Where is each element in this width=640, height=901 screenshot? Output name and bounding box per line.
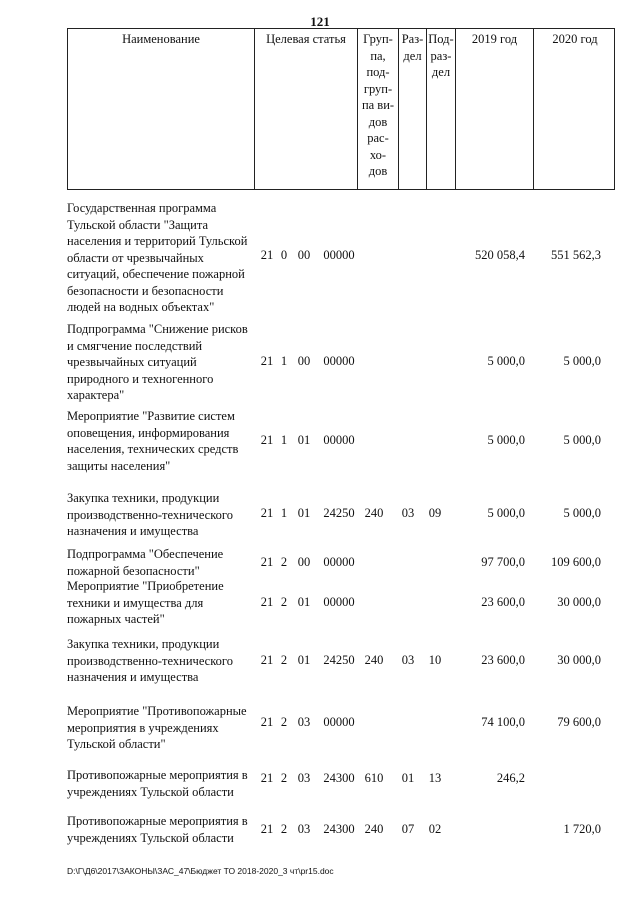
amount-2020: 30 000,0: [557, 653, 601, 667]
subsection-code: 13: [428, 771, 442, 785]
amount-2020: 5 000,0: [563, 433, 601, 447]
row-name: Противопожарные мероприятия в учреждениях Тульской области: [67, 814, 248, 845]
target-direction-code: 00000: [323, 354, 355, 368]
row-name: Государственная программа Тульской области "Защита населения и территорий Тульской области от чрезвычайных ситуаций, обеспечение пожарной безопасности и безопасности людей на водных объектах": [67, 201, 248, 314]
file-path-footer: D:\Г\Д6\2017\ЗАКОНЫ\ЗАС_47\Бюджет ТО 2018-2020_3 чт\pr15.doc: [67, 866, 334, 876]
target-direction-code: 24300: [323, 771, 355, 785]
row-name: Закупка техники, продукции производственно-технического назначения и имущества: [67, 491, 233, 538]
target-subprogram-code: 1: [280, 506, 288, 520]
target-program-code: 21: [260, 506, 274, 520]
expense-group: 240: [364, 653, 384, 667]
target-subprogram-code: 2: [280, 595, 288, 609]
amount-2020: 1 720,0: [563, 822, 601, 836]
target-direction-code: 00000: [323, 248, 355, 262]
section-code: 03: [401, 506, 415, 520]
row-name: Мероприятие "Противопожарные мероприятия в учреждениях Тульской области": [67, 704, 247, 751]
section-code: 01: [401, 771, 415, 785]
amount-2019: 5 000,0: [487, 506, 525, 520]
row-name: Мероприятие "Приобретение техники и имущества для пожарных частей": [67, 579, 224, 626]
amount-2020: 5 000,0: [563, 506, 601, 520]
header-target-article: Целевая статья: [254, 29, 357, 189]
target-subprogram-code: 2: [280, 715, 288, 729]
header-section: Раз- дел: [398, 29, 426, 189]
row-name: Закупка техники, продукции производственно-технического назначения и имущества: [67, 637, 233, 684]
row-name: Подпрограмма "Снижение рисков и смягчение последствий чрезвычайных ситуаций природного и техногенного характера": [67, 322, 248, 402]
target-direction-code: 00000: [323, 555, 355, 569]
target-event-code: 00: [297, 555, 311, 569]
target-program-code: 21: [260, 653, 274, 667]
subsection-code: 10: [428, 653, 442, 667]
target-direction-code: 00000: [323, 433, 355, 447]
header-year-2020: 2020 год: [533, 29, 616, 189]
target-event-code: 01: [297, 506, 311, 520]
table-header: [67, 28, 615, 190]
page-number: 121: [310, 14, 330, 29]
header-year-2019: 2019 год: [455, 29, 533, 189]
amount-2020: 30 000,0: [557, 595, 601, 609]
header-subsection: Под- раз- дел: [426, 29, 455, 189]
target-program-code: 21: [260, 248, 274, 262]
target-subprogram-code: 2: [280, 555, 288, 569]
header-name: Наименование: [122, 32, 200, 46]
amount-2020: 109 600,0: [551, 555, 601, 569]
amount-2020: 551 562,3: [551, 248, 601, 262]
target-event-code: 01: [297, 653, 311, 667]
target-program-code: 21: [260, 771, 274, 785]
target-direction-code: 24250: [323, 506, 355, 520]
target-direction-code: 00000: [323, 715, 355, 729]
amount-2019: 23 600,0: [481, 653, 525, 667]
target-event-code: 00: [297, 248, 311, 262]
amount-2019: 23 600,0: [481, 595, 525, 609]
target-event-code: 01: [297, 595, 311, 609]
target-subprogram-code: 2: [280, 771, 288, 785]
target-program-code: 21: [260, 433, 274, 447]
subsection-code: 09: [428, 506, 442, 520]
target-program-code: 21: [260, 715, 274, 729]
amount-2019: 520 058,4: [475, 248, 525, 262]
amount-2019: 97 700,0: [481, 555, 525, 569]
row-name: Подпрограмма "Обеспечение пожарной безопасности": [67, 547, 224, 578]
expense-group: 240: [364, 506, 384, 520]
target-subprogram-code: 1: [280, 433, 288, 447]
expense-group: 240: [364, 822, 384, 836]
header-expense-group: Груп- па, под- груп- па ви- дов рас- хо- дов: [357, 29, 398, 189]
target-direction-code: 00000: [323, 595, 355, 609]
target-program-code: 21: [260, 822, 274, 836]
target-program-code: 21: [260, 555, 274, 569]
amount-2020: 5 000,0: [563, 354, 601, 368]
target-subprogram-code: 2: [280, 653, 288, 667]
target-program-code: 21: [260, 354, 274, 368]
target-direction-code: 24300: [323, 822, 355, 836]
target-subprogram-code: 1: [280, 354, 288, 368]
section-code: 07: [401, 822, 415, 836]
target-event-code: 00: [297, 354, 311, 368]
target-event-code: 03: [297, 771, 311, 785]
amount-2019: 74 100,0: [481, 715, 525, 729]
amount-2019: 5 000,0: [487, 433, 525, 447]
amount-2019: 5 000,0: [487, 354, 525, 368]
target-subprogram-code: 0: [280, 248, 288, 262]
row-name: Противопожарные мероприятия в учреждениях Тульской области: [67, 768, 248, 799]
target-event-code: 03: [297, 822, 311, 836]
subsection-code: 02: [428, 822, 442, 836]
amount-2020: 79 600,0: [557, 715, 601, 729]
section-code: 03: [401, 653, 415, 667]
row-name: Мероприятие "Развитие систем оповещения, информирования населения, технических средств защиты населения": [67, 409, 239, 473]
target-direction-code: 24250: [323, 653, 355, 667]
amount-2019: 246,2: [496, 771, 525, 785]
target-subprogram-code: 2: [280, 822, 288, 836]
target-program-code: 21: [260, 595, 274, 609]
target-event-code: 01: [297, 433, 311, 447]
expense-group: 610: [364, 771, 384, 785]
target-event-code: 03: [297, 715, 311, 729]
